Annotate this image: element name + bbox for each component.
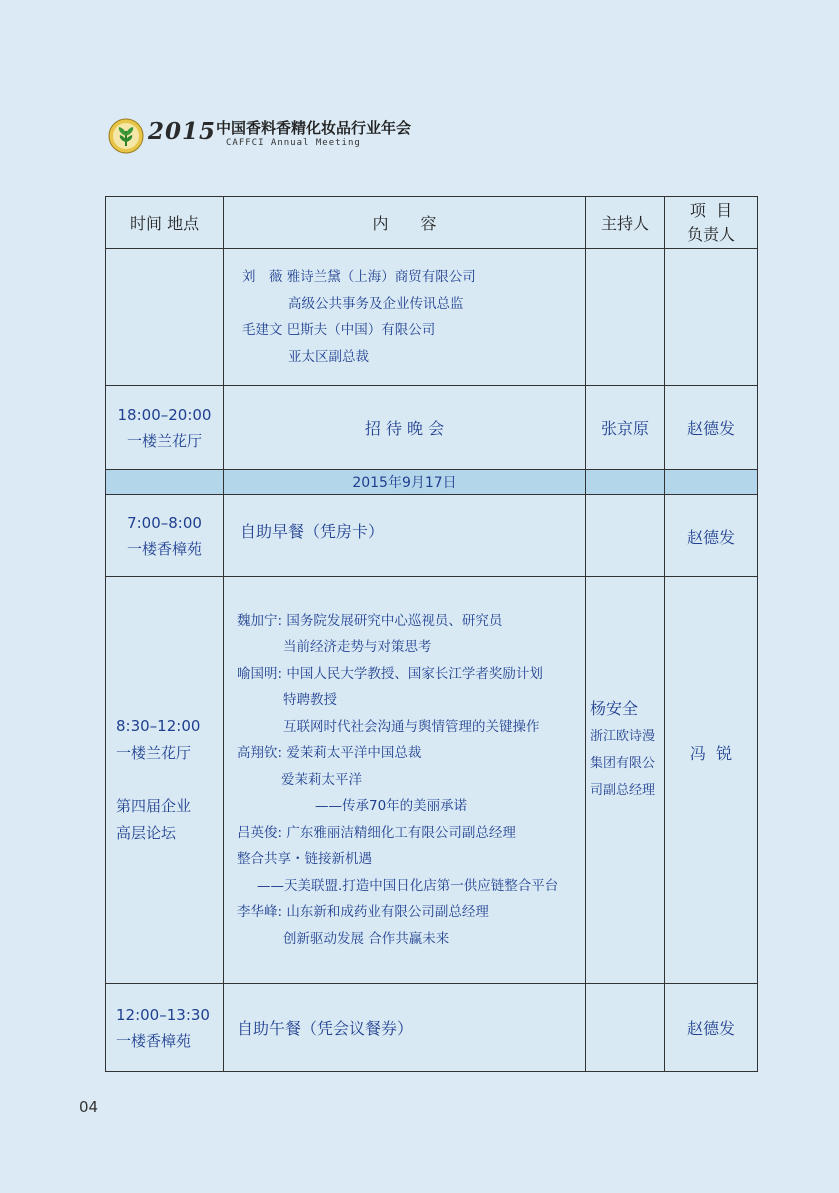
content-cell — [224, 495, 586, 577]
host-cell — [586, 984, 665, 1072]
time-place-cell — [106, 577, 224, 984]
host-name: 杨安全 — [590, 699, 639, 718]
time-place-cell — [106, 984, 224, 1072]
date-row-spacer — [586, 470, 665, 495]
time-text: 18:00–20:00 — [117, 405, 212, 424]
time-text: 12:00–13:30 — [116, 1005, 210, 1024]
table-row — [106, 495, 758, 577]
host-cell — [586, 577, 665, 984]
content-line: ——天美联盟.打造中国日化店第一供应链整合平台 — [257, 877, 559, 894]
host-cell — [586, 249, 665, 386]
table-row — [106, 386, 758, 470]
owner-cell — [665, 249, 758, 386]
logo-year: 2015 — [148, 118, 217, 145]
place-text: 一楼香樟苑 — [116, 1031, 192, 1050]
content-line: 创新驱动发展 合作共赢未来 — [283, 930, 450, 947]
place-text: 一楼兰花厅 — [126, 431, 202, 450]
time-place-cell — [106, 386, 224, 470]
column-header-owner — [665, 197, 758, 249]
event-name-line: 第四届企业 — [116, 797, 192, 815]
host-cell: 张京原 — [586, 386, 665, 470]
column-header-host: 主持人 — [586, 197, 665, 249]
date-text: 2015年9月17日 — [224, 470, 586, 495]
column-header-time-place: 时间 地点 — [106, 197, 224, 249]
owner-cell: 赵德发 — [665, 386, 758, 470]
content-line: 高级公共事务及企业传讯总监 — [288, 295, 464, 312]
table-header-row — [106, 197, 758, 249]
content-line: 互联网时代社会沟通与舆情管理的关键操作 — [283, 718, 540, 735]
content-line: 当前经济走势与对策思考 — [283, 639, 432, 656]
content-line: ——传承70年的美丽承诺 — [315, 798, 468, 815]
place-text: 一楼兰花厅 — [116, 744, 192, 762]
table-row — [106, 577, 758, 984]
time-text: 8:30–12:00 — [116, 717, 201, 735]
caffci-emblem-icon — [108, 118, 144, 154]
host-cell — [586, 495, 665, 577]
content-text: 招 待 晚 会 — [364, 419, 445, 438]
content-line: 特聘教授 — [283, 692, 337, 709]
table-row — [106, 984, 758, 1072]
content-line: 爱茉莉太平洋 — [281, 771, 362, 788]
event-subtitle: CAFFCI Annual Meeting — [226, 138, 361, 148]
place-text: 一楼香樟苑 — [126, 539, 202, 558]
time-place-cell — [106, 495, 224, 577]
content-text: 自助午餐（凭会议餐券） — [237, 1019, 414, 1038]
owner-cell — [665, 577, 758, 984]
time-place-cell — [106, 249, 224, 386]
content-line: 喻国明: 中国人民大学教授、国家长江学者奖励计划 — [237, 665, 543, 682]
host-title-line: 集团有限公 — [590, 756, 656, 771]
time-text: 7:00–8:00 — [127, 513, 202, 532]
owner-header-line1: 项 目 — [689, 200, 733, 220]
table-row — [106, 249, 758, 386]
owner-header-line2: 负责人 — [686, 224, 735, 244]
column-header-content: 内 容 — [224, 197, 586, 249]
content-line: 高翔钦: 爱茉莉太平洋中国总裁 — [237, 745, 422, 762]
event-title: 中国香料香精化妆品行业年会 — [216, 119, 412, 137]
page-number: 04 — [79, 1098, 99, 1116]
owner-cell: 赵德发 — [665, 984, 758, 1072]
host-title-line: 司副总经理 — [590, 783, 656, 798]
date-row — [106, 470, 758, 495]
content-text: 自助早餐（凭房卡） — [240, 522, 385, 541]
date-row-spacer — [106, 470, 224, 495]
content-line: 毛建文 巴斯夫（中国）有限公司 — [242, 322, 436, 338]
content-line: 李华峰: 山东新和成药业有限公司副总经理 — [237, 904, 489, 921]
owner-text: 冯 锐 — [689, 744, 733, 763]
content-cell — [224, 386, 586, 470]
content-line: 魏加宁: 国务院发展研究中心巡视员、研究员 — [237, 612, 503, 629]
schedule-table — [105, 196, 758, 1072]
event-name-line: 高层论坛 — [116, 824, 177, 842]
content-line: 吕英俊: 广东雅丽洁精细化工有限公司副总经理 — [237, 824, 516, 841]
content-line: 整合共享・链接新机遇 — [237, 851, 372, 868]
content-cell — [224, 249, 586, 386]
owner-cell: 赵德发 — [665, 495, 758, 577]
content-line: 亚太区副总裁 — [288, 348, 369, 365]
date-row-spacer — [665, 470, 758, 495]
host-title-line: 浙江欧诗漫 — [590, 729, 656, 744]
content-cell — [224, 577, 586, 984]
content-line: 刘 薇 雅诗兰黛（上海）商贸有限公司 — [242, 269, 476, 285]
content-cell — [224, 984, 586, 1072]
